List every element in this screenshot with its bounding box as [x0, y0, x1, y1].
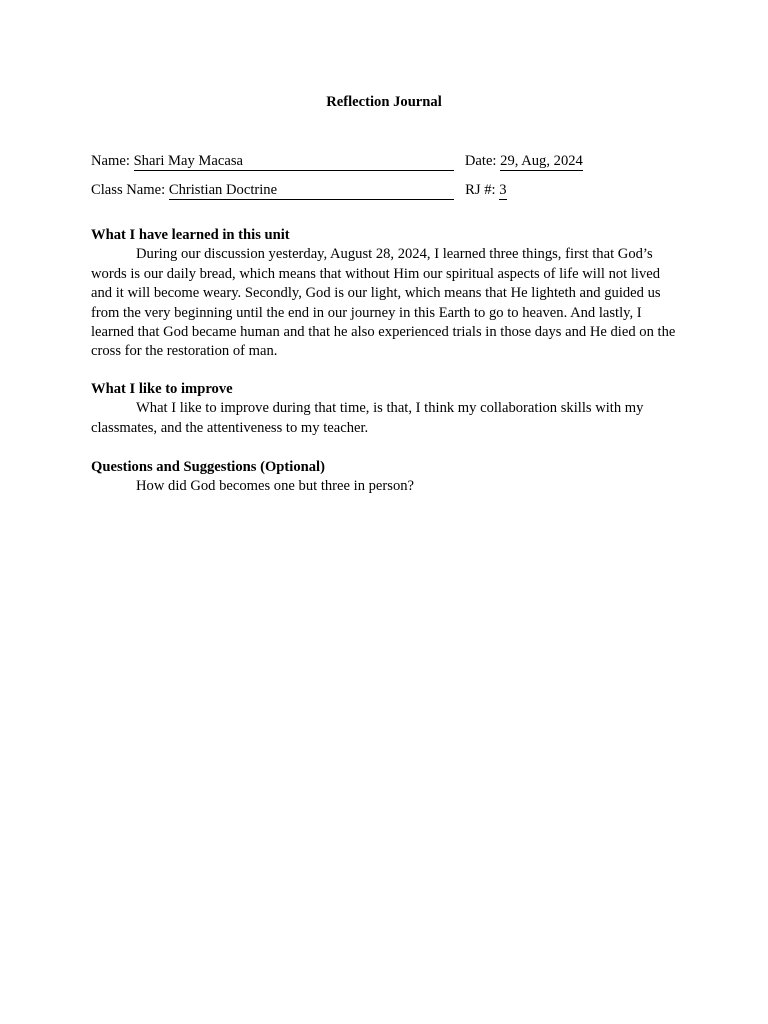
date-label: Date: [464, 153, 497, 169]
name-label: Name: [91, 153, 130, 169]
name-date-row [91, 152, 583, 171]
section-learned [91, 226, 681, 362]
class-name-value: Christian Doctrine [169, 183, 454, 200]
section-body: How did God becomes one but three in person? [136, 478, 415, 495]
section-heading: What I have learned in this unit [91, 227, 290, 243]
section-improve [91, 380, 681, 438]
section-body: What I like to improve during that time, is that, I think my collaboration skills with my classmates, and the attentiveness to my teacher. [91, 400, 644, 436]
class-rj-row [91, 181, 507, 200]
class-name-label: Class Name: [91, 182, 166, 198]
section-heading: Questions and Suggestions (Optional) [91, 459, 325, 475]
page-title: Reflection Journal [326, 94, 442, 110]
rj-number-label: RJ #: [465, 182, 496, 198]
section-heading: What I like to improve [91, 381, 233, 397]
section-questions [91, 458, 681, 495]
date-value: 29, Aug, 2024 [500, 153, 583, 169]
name-value: Shari May Macasa [134, 154, 454, 171]
rj-number-value: 3 [499, 182, 507, 198]
section-body: During our discussion yesterday, August 28, 2024, I learned three things, first that God’s words is our daily bread, which means that without Him our spiritual aspects of life will not lived and it will become weary. Secondly, God is our light, which means that He lighteth and guided us from the very beginning until the end in our journey in this Earth to go to heaven. And lastly, I learned that God became human and that he also experienced trials in those days and He died on the cross for the restoration of man. [91, 246, 676, 360]
